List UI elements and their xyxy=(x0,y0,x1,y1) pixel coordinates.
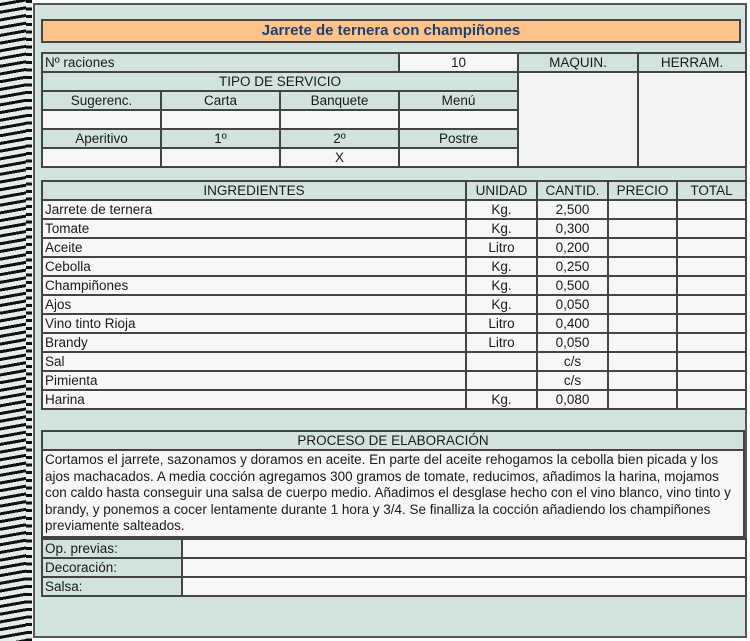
table-row xyxy=(42,333,746,352)
notes-table xyxy=(41,538,747,597)
ingredient-price[interactable] xyxy=(608,295,677,314)
plato-postre-label: Postre xyxy=(399,129,518,148)
ingredient-total[interactable] xyxy=(677,352,746,371)
ingredient-name[interactable]: Sal xyxy=(42,352,466,371)
servicio-banquete-value[interactable] xyxy=(280,110,399,129)
decoracion-field[interactable] xyxy=(182,558,746,577)
ingredient-total[interactable] xyxy=(677,333,746,352)
recipe-title: Jarrete de ternera con champiñones xyxy=(41,19,741,43)
ingredient-price[interactable] xyxy=(608,200,677,219)
op-previas-field[interactable] xyxy=(182,539,746,558)
servicio-carta-label: Carta xyxy=(161,91,280,110)
op-previas-label: Op. previas: xyxy=(42,539,182,558)
ingredient-qty[interactable]: 0,080 xyxy=(537,390,608,409)
ingredient-unit[interactable]: Litro xyxy=(466,333,537,352)
herram-field[interactable] xyxy=(638,72,746,167)
ingredient-unit[interactable]: Kg. xyxy=(466,276,537,295)
ingredient-qty[interactable]: 0,200 xyxy=(537,238,608,257)
ingredient-price[interactable] xyxy=(608,371,677,390)
note-row-salsa xyxy=(42,577,746,596)
decoracion-label: Decoración: xyxy=(42,558,182,577)
ingredient-price[interactable] xyxy=(608,314,677,333)
note-row-decoracion xyxy=(42,558,746,577)
salsa-label: Salsa: xyxy=(42,577,182,596)
ingredient-price[interactable] xyxy=(608,219,677,238)
ingredient-unit[interactable]: Litro xyxy=(466,314,537,333)
ingredient-price[interactable] xyxy=(608,257,677,276)
ingredient-name[interactable]: Aceite xyxy=(42,238,466,257)
table-row xyxy=(42,219,746,238)
ingredient-name[interactable]: Jarrete de ternera xyxy=(42,200,466,219)
raciones-value[interactable]: 10 xyxy=(399,53,518,72)
ingredient-total[interactable] xyxy=(677,295,746,314)
ingredient-total[interactable] xyxy=(677,276,746,295)
recipe-sheet xyxy=(33,3,747,638)
ingredient-total[interactable] xyxy=(677,390,746,409)
ingredient-name[interactable]: Champiñones xyxy=(42,276,466,295)
ingredient-unit[interactable]: Litro xyxy=(466,238,537,257)
table-row xyxy=(42,371,746,390)
ingredient-total[interactable] xyxy=(677,238,746,257)
col-ingredientes: INGREDIENTES xyxy=(42,181,466,200)
ingredient-price[interactable] xyxy=(608,276,677,295)
ingredient-qty[interactable]: 0,500 xyxy=(537,276,608,295)
ingredient-name[interactable]: Ajos xyxy=(42,295,466,314)
ingredient-name[interactable]: Brandy xyxy=(42,333,466,352)
servicio-carta-value[interactable] xyxy=(161,110,280,129)
ingredient-name[interactable]: Harina xyxy=(42,390,466,409)
servicio-menu-value[interactable] xyxy=(399,110,518,129)
ingredient-qty[interactable]: 0,050 xyxy=(537,333,608,352)
ingredient-name[interactable]: Cebolla xyxy=(42,257,466,276)
servicio-sugerenc-value[interactable] xyxy=(42,110,161,129)
ingredient-qty[interactable]: 0,250 xyxy=(537,257,608,276)
plato-aperitivo-value[interactable] xyxy=(42,148,161,167)
ingredient-unit[interactable] xyxy=(466,352,537,371)
table-row xyxy=(42,238,746,257)
ingredient-unit[interactable]: Kg. xyxy=(466,219,537,238)
ingredient-total[interactable] xyxy=(677,200,746,219)
ingredient-qty[interactable]: 0,400 xyxy=(537,314,608,333)
ingredient-qty[interactable]: 2,500 xyxy=(537,200,608,219)
table-row xyxy=(42,295,746,314)
ingredient-total[interactable] xyxy=(677,371,746,390)
process-table xyxy=(41,430,745,538)
salsa-field[interactable] xyxy=(182,577,746,596)
ingredient-qty[interactable]: c/s xyxy=(537,371,608,390)
process-label: PROCESO DE ELABORACIÓN xyxy=(42,431,744,450)
table-row xyxy=(42,314,746,333)
spiral-binding-edge xyxy=(26,0,32,641)
ingredient-unit[interactable]: Kg. xyxy=(466,390,537,409)
ingredient-price[interactable] xyxy=(608,390,677,409)
plato-primero-value[interactable] xyxy=(161,148,280,167)
ingredient-unit[interactable]: Kg. xyxy=(466,257,537,276)
note-row-op-previas xyxy=(42,539,746,558)
ingredient-name[interactable]: Vino tinto Rioja xyxy=(42,314,466,333)
ingredient-price[interactable] xyxy=(608,238,677,257)
process-text[interactable]: Cortamos el jarrete, sazonamos y doramos en aceite. En parte del aceite rehogamos la cebolla bien picada y los ajos machacados. A media cocción agregamos 300 gramos de tomate, reducimos, añadimos la harina, mojamos con caldo hasta conseguir una salsa de cuerpo medio. Añadimos el desglase hecho con el vino blanco, vino tinto y brandy, y ponemos a cocer lentamente durante 1 hora y 3/4. Se finalliza la cocción añadiendo los champiñones previamente salteados. xyxy=(42,450,744,537)
plato-postre-value[interactable] xyxy=(399,148,518,167)
raciones-label: Nº raciones xyxy=(42,53,399,72)
servicio-menu-label: Menú xyxy=(399,91,518,110)
ingredient-qty[interactable]: c/s xyxy=(537,352,608,371)
ingredient-qty[interactable]: 0,050 xyxy=(537,295,608,314)
ingredient-unit[interactable]: Kg. xyxy=(466,200,537,219)
col-precio: PRECIO xyxy=(608,181,677,200)
servicio-banquete-label: Banquete xyxy=(280,91,399,110)
ingredient-total[interactable] xyxy=(677,219,746,238)
ingredient-name[interactable]: Tomate xyxy=(42,219,466,238)
ingredient-price[interactable] xyxy=(608,333,677,352)
ingredient-price[interactable] xyxy=(608,352,677,371)
table-row xyxy=(42,276,746,295)
col-total: TOTAL xyxy=(677,181,746,200)
ingredient-name[interactable]: Pimienta xyxy=(42,371,466,390)
col-unidad: UNIDAD xyxy=(466,181,537,200)
table-row xyxy=(42,390,746,409)
plato-segundo-label: 2º xyxy=(280,129,399,148)
tipo-servicio-label: TIPO DE SERVICIO xyxy=(42,72,518,91)
herram-label: HERRAM. xyxy=(638,53,746,72)
plato-primero-label: 1º xyxy=(161,129,280,148)
ingredient-total[interactable] xyxy=(677,314,746,333)
plato-segundo-value[interactable]: X xyxy=(280,148,399,167)
ingredient-unit[interactable] xyxy=(466,371,537,390)
table-row xyxy=(42,200,746,219)
ingredient-total[interactable] xyxy=(677,257,746,276)
service-table xyxy=(41,52,747,168)
maquin-field[interactable] xyxy=(518,72,638,167)
col-cantid: CANTID. xyxy=(537,181,608,200)
table-row xyxy=(42,257,746,276)
ingredient-unit[interactable]: Kg. xyxy=(466,295,537,314)
table-row xyxy=(42,352,746,371)
maquin-label: MAQUIN. xyxy=(518,53,638,72)
servicio-sugerenc-label: Sugerenc. xyxy=(42,91,161,110)
ingredient-qty[interactable]: 0,300 xyxy=(537,219,608,238)
plato-aperitivo-label: Aperitivo xyxy=(42,129,161,148)
ingredients-table xyxy=(41,180,747,410)
